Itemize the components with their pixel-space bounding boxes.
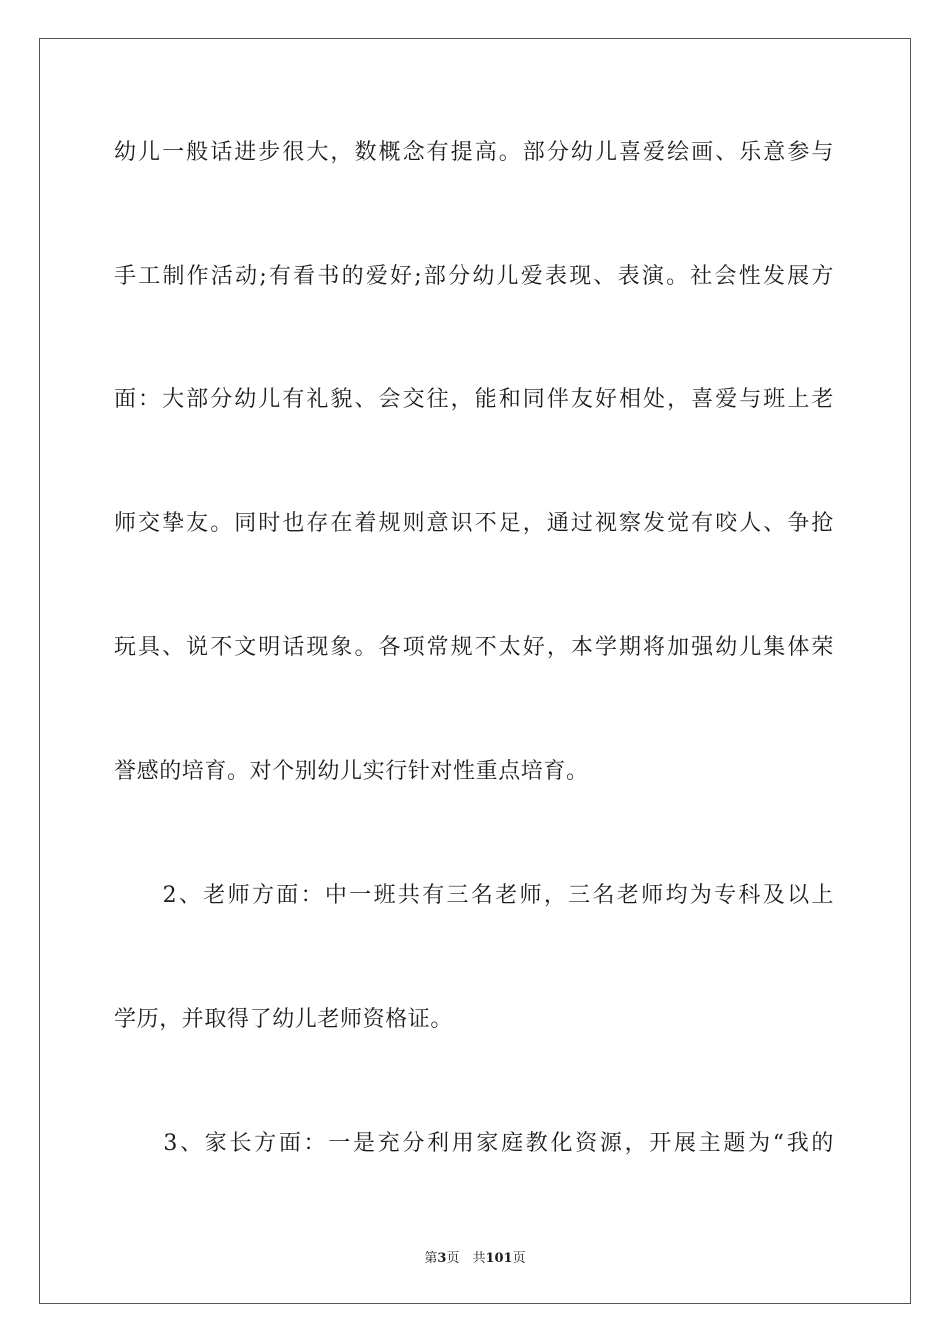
body-text-line-1: 幼儿一般话进步很大，数概念有提高。部分幼儿喜爱绘画、乐意参与: [114, 140, 834, 165]
body-text-line-6: 誉感的培育。对个别幼儿实行针对性重点培育。: [114, 759, 589, 784]
footer-page-number: 3: [437, 1251, 447, 1266]
page-frame: [39, 38, 911, 1304]
body-text-line-5: 玩具、说不文明话现象。各项常规不太好，本学期将加强幼儿集体荣: [114, 635, 834, 660]
footer-page-suffix: 页 共: [446, 1251, 486, 1266]
body-text-line-2: 手工制作活动;有看书的爱好;部分幼儿爱表现、表演。社会性发展方: [114, 264, 834, 289]
footer-prefix: 第: [424, 1251, 438, 1266]
body-text-line-9: 3、家长方面：一是充分利用家庭教化资源，开展主题为“我的: [114, 1131, 834, 1156]
footer-total-pages: 101: [485, 1251, 513, 1266]
page-footer: [0, 1247, 950, 1266]
body-text-line-3: 面：大部分幼儿有礼貌、会交往，能和同伴友好相处，喜爱与班上老: [114, 387, 834, 412]
body-text-line-7: 2、老师方面：中一班共有三名老师，三名老师均为专科及以上: [114, 883, 834, 908]
body-text-line-4: 师交挚友。同时也存在着规则意识不足，通过视察发觉有咬人、争抢: [114, 511, 834, 536]
footer-total-suffix: 页: [512, 1251, 526, 1266]
body-text-line-8: 学历，并取得了幼儿老师资格证。: [114, 1007, 454, 1032]
